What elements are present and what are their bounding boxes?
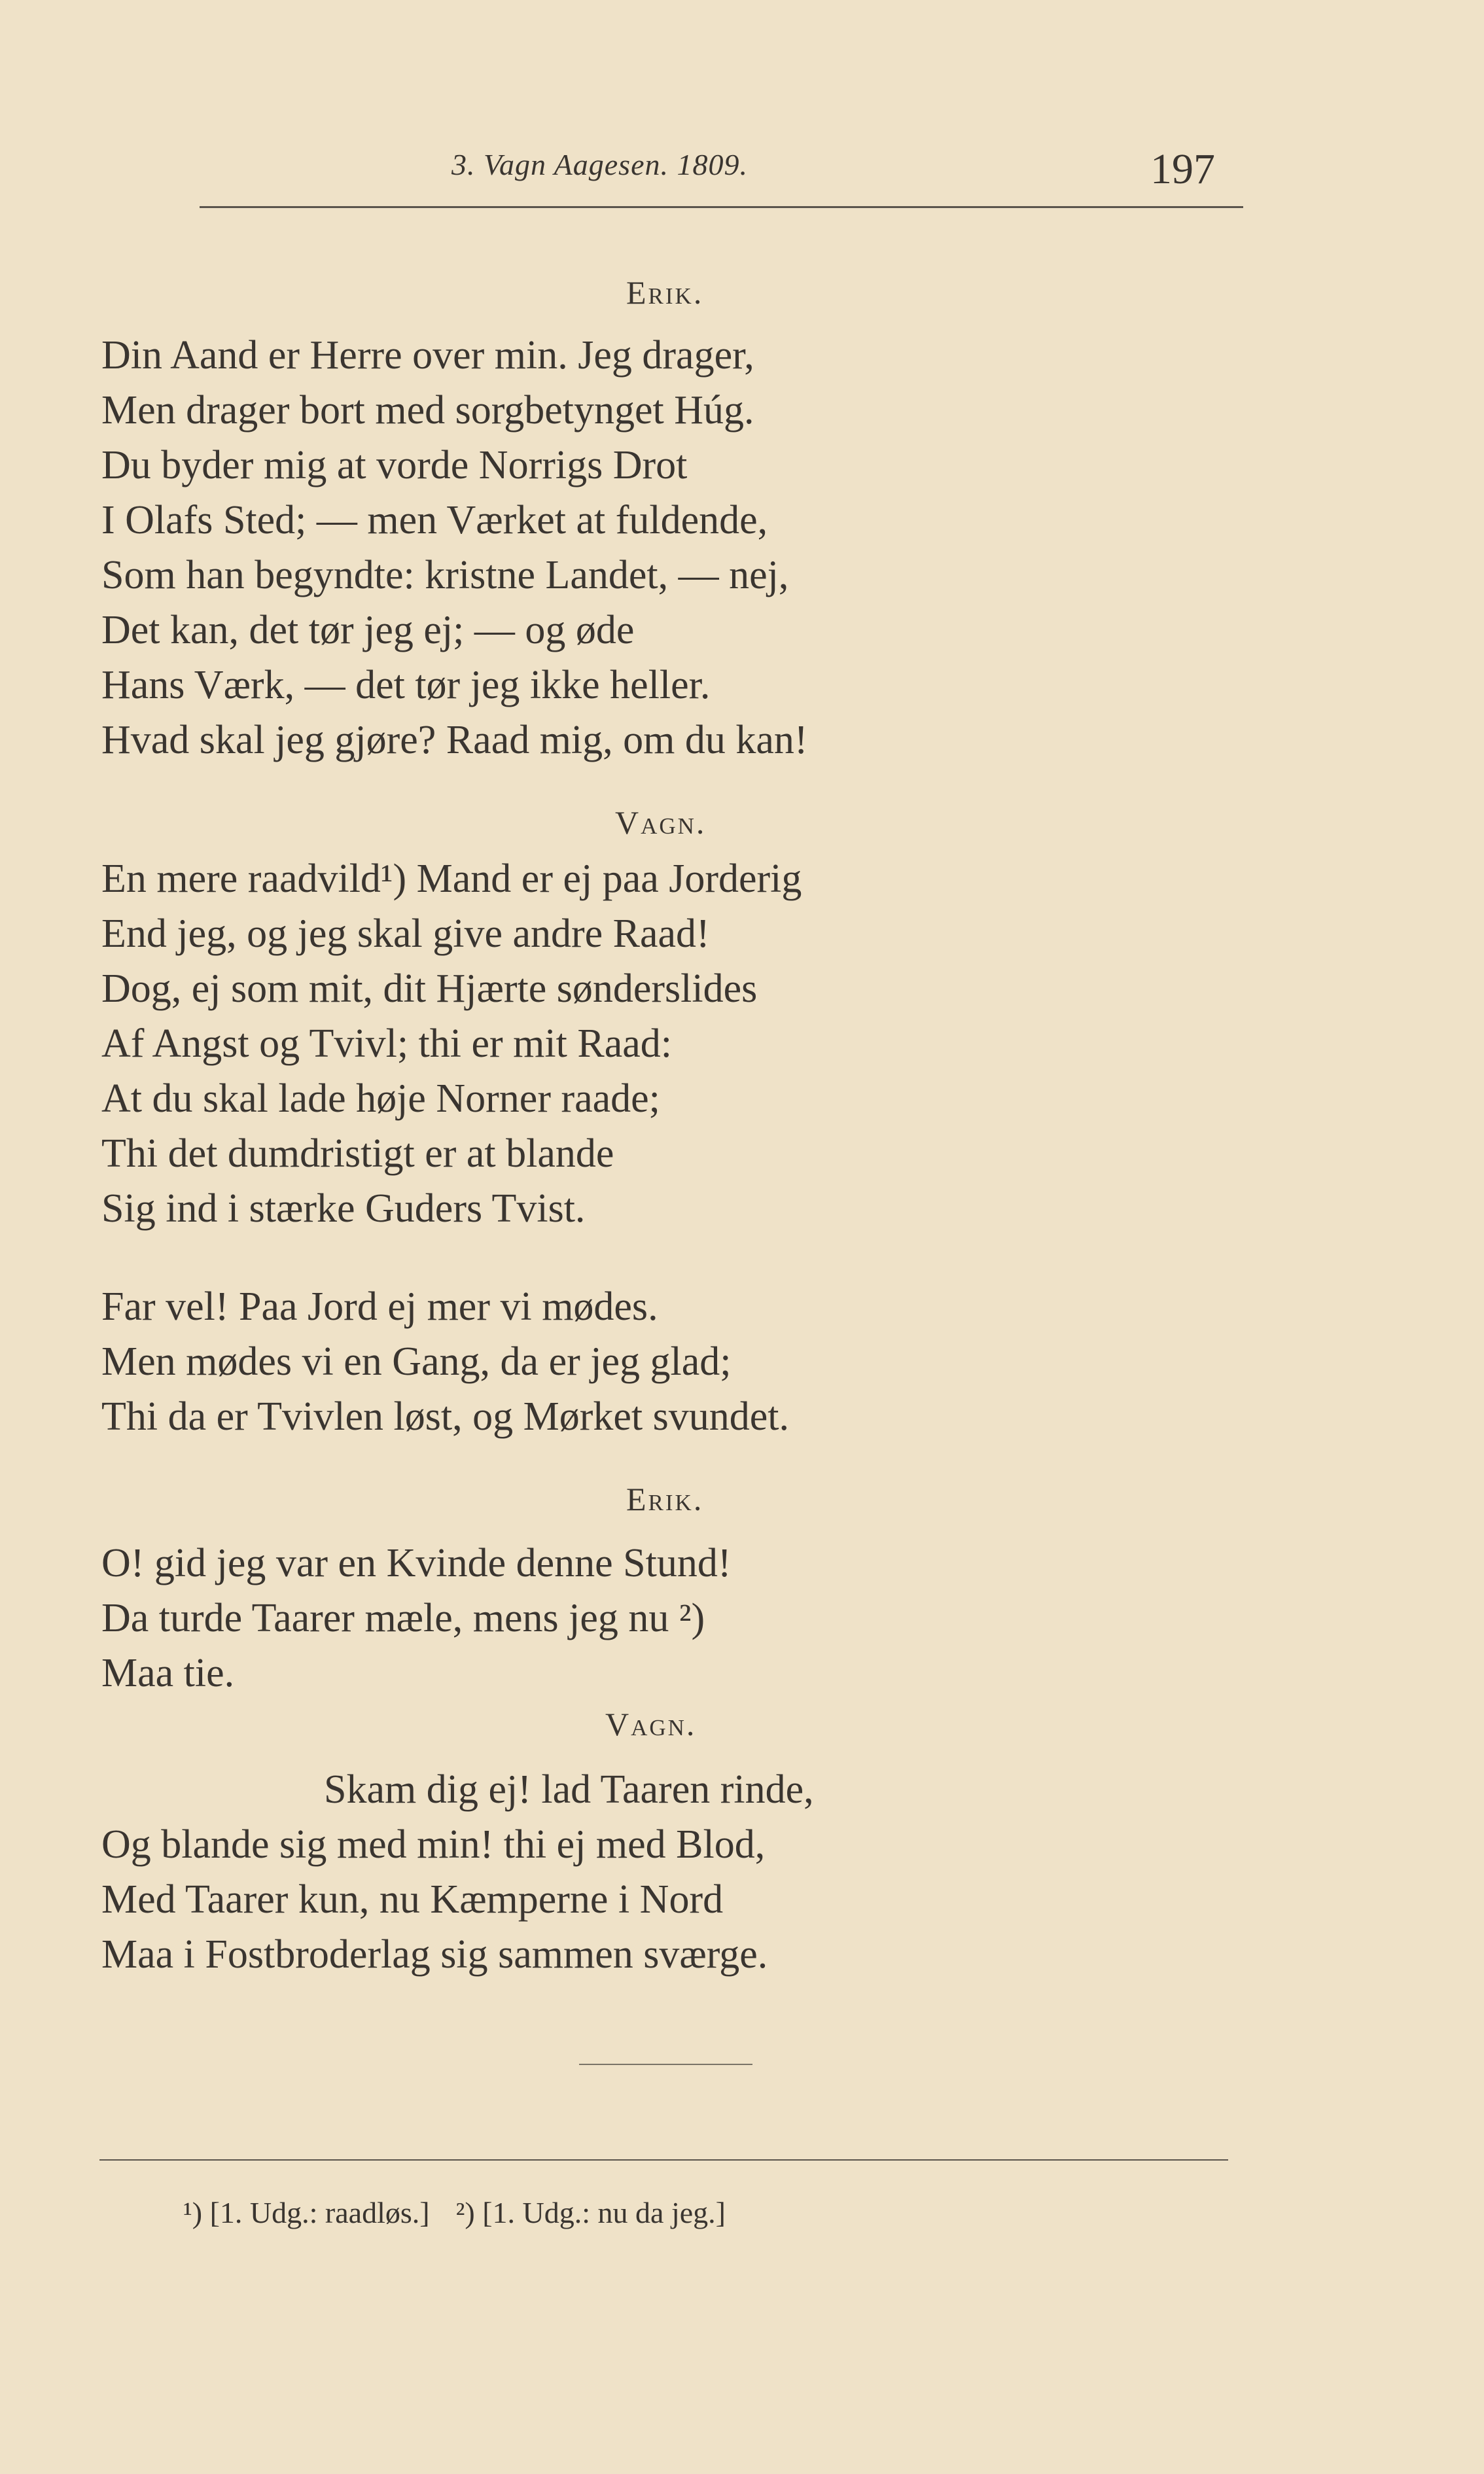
verse-line: Skam dig ej! lad Taaren rinde, [324,1767,814,1812]
verse-line: Af Angst og Tvivl; thi er mit Raad: [101,1021,672,1066]
verse-line: Med Taarer kun, nu Kæmperne i Nord [101,1877,724,1922]
verse-line: Du byder mig at vorde Norrigs Drot [101,443,688,487]
speaker-label: Vagn. [605,1706,697,1742]
verse-line: Din Aand er Herre over min. Jeg drager, [101,333,754,378]
footnote: ¹) [1. Udg.: raadløs.] [183,2196,430,2229]
header-rule [200,206,1243,208]
verse-line: Hans Værk, — det tør jeg ikke heller. [101,663,711,707]
verse-line: Maa i Fostbroderlag sig sammen sværge. [101,1932,768,1977]
page-number: 197 [1150,145,1215,193]
speaker-label: Erik. [626,1481,704,1517]
verse-line: Maa tie. [101,1651,235,1695]
footnote-rule [99,2159,1228,2161]
verse-line: Men mødes vi en Gang, da er jeg glad; [101,1339,732,1384]
header-title: 3. Vagn Aagesen. 1809. [451,148,749,181]
running-header [203,141,1250,200]
verse-line: Far vel! Paa Jord ej mer vi mødes. [101,1284,658,1329]
verse-line: Da turde Taarer mæle, mens jeg nu ²) [101,1596,705,1640]
verse-line: O! gid jeg var en Kvinde denne Stund! [101,1541,732,1585]
footnote: ²) [1. Udg.: nu da jeg.] [455,2196,726,2229]
verse-line: Det kan, det tør jeg ej; — og øde [101,608,635,652]
verse-line: I Olafs Sted; — men Værket at fuldende, [101,498,768,542]
verse-line: Men drager bort med sorgbetynget Húg. [101,388,754,433]
speaker-label: Erik. [626,274,704,311]
verse-line: Og blande sig med min! thi ej med Blod, [101,1822,766,1867]
verse-line: Sig ind i stærke Guders Tvist. [101,1186,586,1231]
verse-line: Som han begyndte: kristne Landet, — nej, [101,553,789,597]
verse-line: En mere raadvild¹) Mand er ej paa Jorderig [101,857,802,901]
section-rule [579,2064,752,2065]
verse-line: End jeg, og jeg skal give andre Raad! [101,911,710,956]
verse-line: Thi det dumdristigt er at blande [101,1131,614,1176]
verse-line: Dog, ej som mit, dit Hjærte sønderslides [101,966,758,1011]
verse-line: Hvad skal jeg gjøre? Raad mig, om du kan! [101,718,808,762]
footnotes [183,2195,726,2230]
verse-line: Thi da er Tvivlen løst, og Mørket svundet. [101,1394,789,1439]
verse-line: At du skal lade høje Norner raade; [101,1076,660,1121]
speaker-label: Vagn. [615,804,707,841]
